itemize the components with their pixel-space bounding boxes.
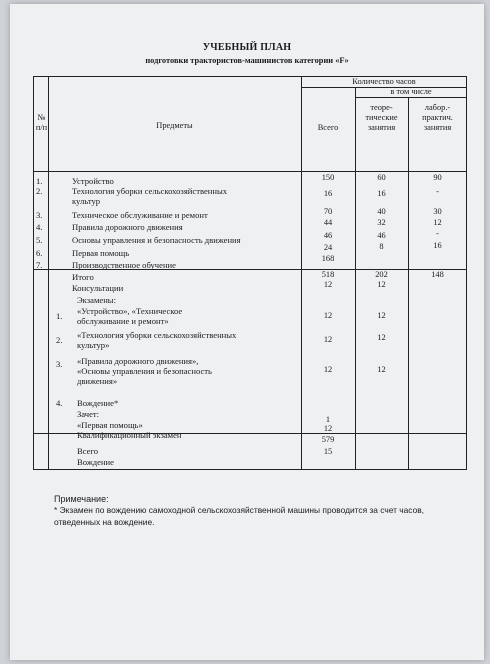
row-subject: Основы управления и безопасность движения [72, 235, 241, 245]
row-subject: Технология уборки сельскохозяйственных культур [72, 186, 228, 206]
row-subject: Правила дорожного движения [72, 222, 183, 232]
document-subtitle: подготовки трактористов-машинистов категории «F» [145, 56, 349, 65]
exams-label: Экзамены: [77, 295, 116, 305]
itogo-label: Итого [72, 272, 94, 282]
exam-subject: «Устройство», «Техническое обслуживание и ремонт» [77, 306, 183, 326]
exam-subject: Вождение* [77, 398, 119, 408]
vozhdenie-label: Вождение [77, 457, 114, 467]
curriculum-table [33, 76, 467, 470]
exam-subject: «Правила дорожного движения», «Основы управления и безопасность движения» [77, 356, 212, 386]
header-including: в том числе [390, 87, 432, 96]
header-number: № п/п [35, 113, 48, 132]
row-practice: 16 [433, 241, 442, 250]
note-title: Примечание: [54, 494, 109, 504]
row-num: 4. [36, 222, 43, 232]
row-total: 168 [321, 254, 335, 263]
row-subject: Техническое обслуживание и ремонт [72, 210, 208, 220]
row-theory: 40 [377, 207, 386, 216]
row-num: 1. [36, 176, 43, 186]
row-total: 46 [323, 231, 333, 240]
row-theory: 60 [377, 173, 386, 182]
consult-theory: 12 [377, 280, 386, 289]
row-practice: 90 [433, 173, 442, 182]
itogo-theory: 202 [375, 270, 388, 279]
row-total: 150 [321, 173, 335, 182]
row-practice: - [436, 187, 439, 196]
row-total: 44 [323, 218, 333, 227]
row-num: 5. [36, 235, 43, 245]
exam-subject: «Технология уборки сельскохозяйственных культур» [77, 330, 237, 350]
row-total: 16 [323, 189, 333, 198]
vsego-total: 579 [321, 435, 335, 444]
qual-exam-total: 12 [323, 424, 333, 433]
vozhdenie-total: 15 [323, 447, 333, 456]
row-theory: 32 [377, 218, 386, 227]
document-title: УЧЕБНЫЙ ПЛАН [202, 42, 292, 53]
row-theory: 16 [377, 189, 386, 198]
consult-total: 12 [323, 280, 333, 289]
row-num: 2. [36, 186, 43, 196]
row-subject: Производственное обучение [72, 260, 176, 270]
exam-total: 12 [323, 365, 333, 374]
header-theory: теоре- тические занятия [365, 103, 398, 132]
consult-label: Консультации [72, 283, 124, 293]
exam-theory: 12 [377, 311, 386, 320]
zachet-label: Зачет: [77, 409, 100, 419]
row-subject: Первая помощь [72, 248, 130, 258]
exam-total: 12 [323, 335, 333, 344]
header-hours: Количество часов [352, 77, 416, 86]
row-theory: 46 [377, 231, 386, 240]
exam-theory: 12 [377, 333, 386, 342]
itogo-practice: 148 [431, 270, 444, 279]
note-text: * Экзамен по вождению самоходной сельскохозяйственной машины проводится за счет часов, отведенных на вождение. [54, 505, 424, 527]
row-practice: - [436, 229, 439, 238]
row-total: 24 [323, 243, 333, 252]
document-page [10, 4, 484, 660]
header-subjects: Предметы [156, 121, 193, 130]
exam-total: 12 [323, 311, 333, 320]
exam-num: 3. [56, 359, 63, 369]
exam-theory: 12 [377, 365, 386, 374]
first-aid-total: 1 [325, 415, 331, 424]
row-total: 70 [323, 207, 333, 216]
row-num: 3. [36, 210, 43, 220]
header-practice: лабор.- практич. занятия [422, 103, 453, 132]
itogo-total: 518 [321, 270, 335, 279]
row-num: 7. [36, 260, 43, 270]
exam-num: 2. [56, 335, 63, 345]
qual-exam-label: Квалификационный экзамен [77, 430, 182, 440]
exam-num: 4. [56, 398, 63, 408]
first-aid-label: «Первая помощь» [77, 420, 143, 430]
row-practice: 30 [433, 207, 442, 216]
exam-num: 1. [56, 311, 63, 321]
header-total: Всего [317, 123, 339, 132]
row-practice: 12 [433, 218, 442, 227]
row-subject: Устройство [72, 176, 114, 186]
row-theory: 8 [379, 242, 384, 251]
row-num: 6. [36, 248, 43, 258]
vsego-label: Всего [77, 446, 99, 456]
